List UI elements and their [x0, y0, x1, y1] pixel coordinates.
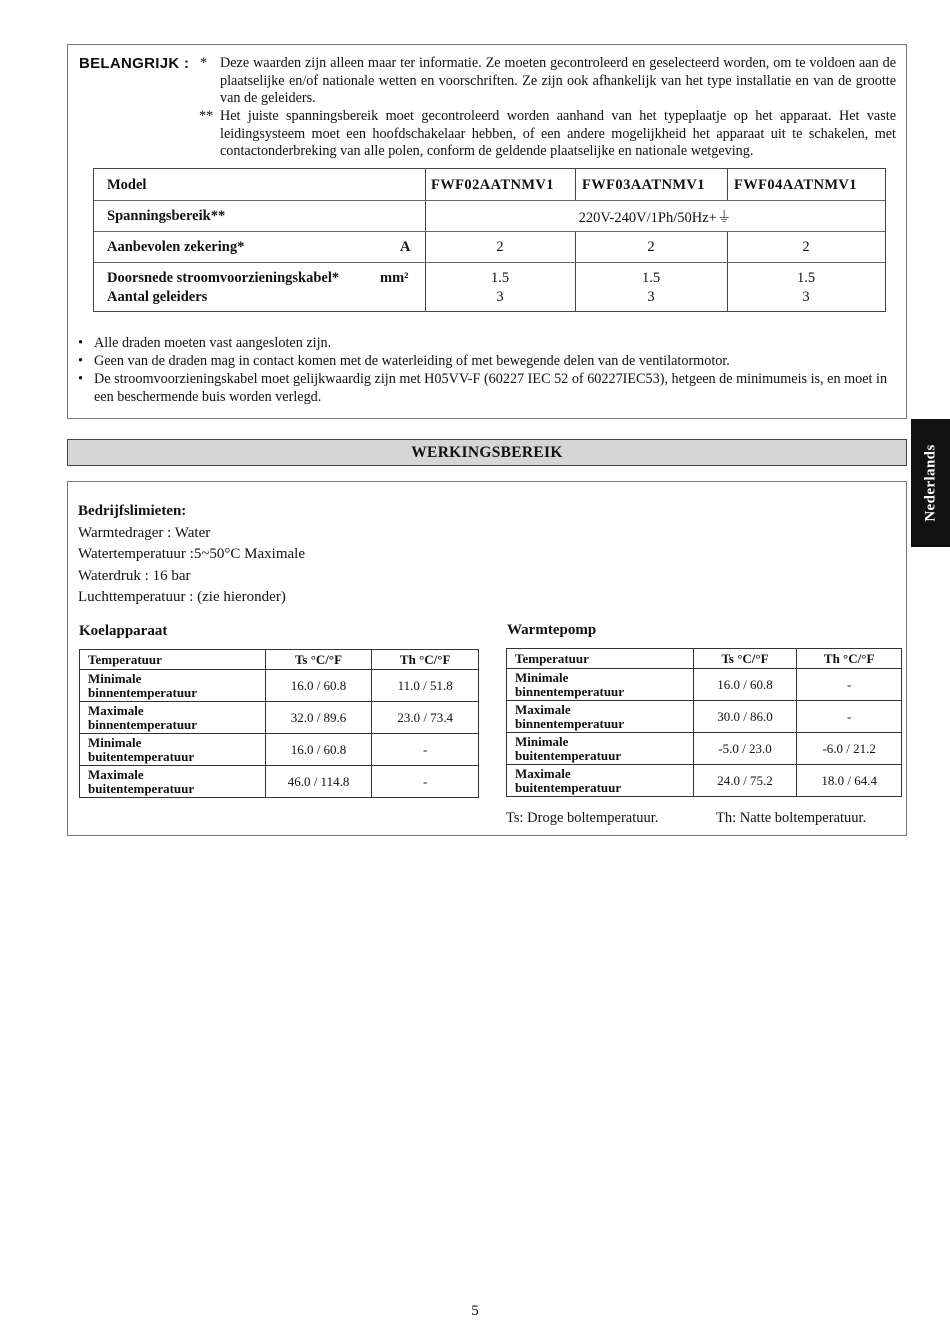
heating-table: [506, 648, 902, 797]
table-cell: -6.0 / 21.2: [797, 733, 902, 765]
table-row: [80, 670, 479, 702]
table-cell: 18.0 / 64.4: [797, 765, 902, 797]
column-header: Temperatuur: [80, 650, 266, 670]
model-3: FWF04AATNMV1: [734, 177, 857, 193]
wires-value-2: 3: [647, 289, 655, 305]
row-label: buitentemperatuur: [515, 747, 622, 763]
table-cell: 23.0 / 73.4: [372, 702, 479, 734]
row-label: binnentemperatuur: [88, 716, 198, 732]
wiring-notes-list: [78, 334, 898, 406]
table-row: [507, 669, 902, 701]
page-number: 5: [471, 1303, 479, 1319]
table-cell: 46.0 / 114.8: [265, 766, 372, 798]
cable-value-3: 1.5: [796, 270, 816, 286]
heating-title: Warmtepomp: [507, 622, 597, 638]
section-title: WERKINGSBEREIK: [67, 439, 907, 466]
row-label: binnentemperatuur: [88, 684, 198, 700]
table-row: [507, 733, 902, 765]
table-cell: -: [372, 766, 479, 798]
note-2: Het juiste spanningsbereik moet gecontroleerd worden aanhand van het typeplaatje op het apparaat. Het vaste leidingsysteem moet een hoofdschakelaar hebben, of een andere mogelijkheid het apparaat uit te schakelen, met contactonderbreking van alle polen, conform de geldende plaatselijke en nationale wetgeving.: [220, 108, 896, 159]
column-header: Th °C/°F: [797, 649, 902, 669]
table-cell: -: [797, 701, 902, 733]
footnote-th: Th: Natte boltemperatuur.: [716, 810, 867, 826]
limits-line: Watertemperatuur :5~50°C Maximale: [78, 546, 305, 562]
row-label: buitentemperatuur: [88, 748, 195, 764]
row-label: Maximale: [88, 702, 144, 718]
note-marker-2: **: [199, 108, 214, 124]
table-cell: 32.0 / 89.6: [265, 702, 372, 734]
limits-line: Waterdruk : 16 bar: [78, 567, 191, 584]
cable-label: Doorsnede stroomvoorzieningskabel*: [107, 270, 340, 286]
table-cell: -5.0 / 23.0: [693, 733, 797, 765]
column-header: Th °C/°F: [372, 650, 479, 670]
column-header: Ts °C/°F: [265, 650, 372, 670]
row-label: Maximale: [515, 765, 571, 781]
cooling-table: [79, 649, 479, 798]
model-label: Model: [107, 177, 147, 193]
table-row: [80, 702, 479, 734]
row-label: Maximale: [88, 766, 144, 782]
column-header: Temperatuur: [507, 649, 694, 669]
row-label: buitentemperatuur: [88, 780, 195, 796]
table-cell: 30.0 / 86.0: [693, 701, 797, 733]
limits-line: Warmtedrager : Water: [78, 524, 211, 541]
footnote-ts: Ts: Droge boltemperatuur.: [506, 810, 659, 826]
operating-limits: [78, 501, 305, 609]
row-label: binnentemperatuur: [515, 715, 625, 731]
table-cell: -: [372, 734, 479, 766]
fuse-value-2: 2: [647, 239, 655, 255]
column-header: Ts °C/°F: [693, 649, 797, 669]
fuse-unit: A: [400, 239, 411, 255]
important-label: BELANGRIJK :: [79, 55, 190, 72]
table-row: [507, 701, 902, 733]
row-label: Minimale: [515, 669, 569, 685]
model-1: FWF02AATNMV1: [431, 177, 554, 193]
wires-value-1: 3: [496, 289, 504, 305]
table-cell: 16.0 / 60.8: [693, 669, 797, 701]
table-cell: 16.0 / 60.8: [265, 670, 372, 702]
cable-unit: mm²: [380, 270, 409, 286]
row-label: binnentemperatuur: [515, 683, 625, 699]
note-marker-1: *: [200, 55, 208, 71]
row-label: Minimale: [88, 734, 142, 750]
table-cell: 16.0 / 60.8: [265, 734, 372, 766]
list-item: • Geen van de draden mag in contact komen met de waterleiding of met bewegende delen van de ventilatormotor.: [78, 352, 898, 370]
table-cell: -: [797, 669, 902, 701]
cable-value-1: 1.5: [490, 270, 510, 286]
row-label: Minimale: [88, 670, 142, 686]
row-label: Maximale: [515, 701, 571, 717]
table-row: [80, 766, 479, 798]
table-row: [507, 765, 902, 797]
cooling-title: Koelapparaat: [79, 623, 168, 639]
table-row: [80, 734, 479, 766]
wires-label: Aantal geleiders: [107, 289, 208, 305]
limits-line: Luchttemperatuur : (zie hieronder): [78, 589, 286, 605]
voltage-label: Spanningsbereik**: [107, 208, 226, 224]
row-label: Minimale: [515, 733, 569, 749]
list-item: • Alle draden moeten vast aangesloten zijn.: [78, 334, 898, 352]
electrical-spec-table: [93, 168, 886, 312]
voltage-value: 220V-240V/1Ph/50Hz+⏚: [578, 210, 732, 226]
fuse-value-1: 2: [496, 239, 504, 255]
row-label: buitentemperatuur: [515, 779, 622, 795]
limits-heading: Bedrijfslimieten:: [78, 503, 187, 519]
wires-value-3: 3: [802, 289, 810, 305]
note-1: Deze waarden zijn alleen maar ter informatie. Ze moeten gecontroleerd en geselecteerd worden, om te voldoen aan de plaatselijke en/of nationale wetten en voorschriften. Ze zijn ook afhankelijk van het type installatie en van de grootte van de geleiders.: [220, 55, 896, 106]
language-tab-label: Nederlands: [922, 444, 938, 522]
model-2: FWF03AATNMV1: [582, 177, 705, 193]
cable-value-2: 1.5: [641, 270, 661, 286]
fuse-label: Aanbevolen zekering*: [107, 239, 245, 255]
fuse-value-3: 2: [802, 239, 810, 255]
table-cell: 24.0 / 75.2: [693, 765, 797, 797]
list-item: • De stroomvoorzieningskabel moet gelijkwaardig zijn met H05VV-F (60227 IEC 52 of 60227IEC53), hetgeen de minimumeis is, en moet in een beschermende buis worden verlegd.: [78, 370, 898, 406]
table-cell: 11.0 / 51.8: [372, 670, 479, 702]
language-tab: [911, 419, 950, 547]
